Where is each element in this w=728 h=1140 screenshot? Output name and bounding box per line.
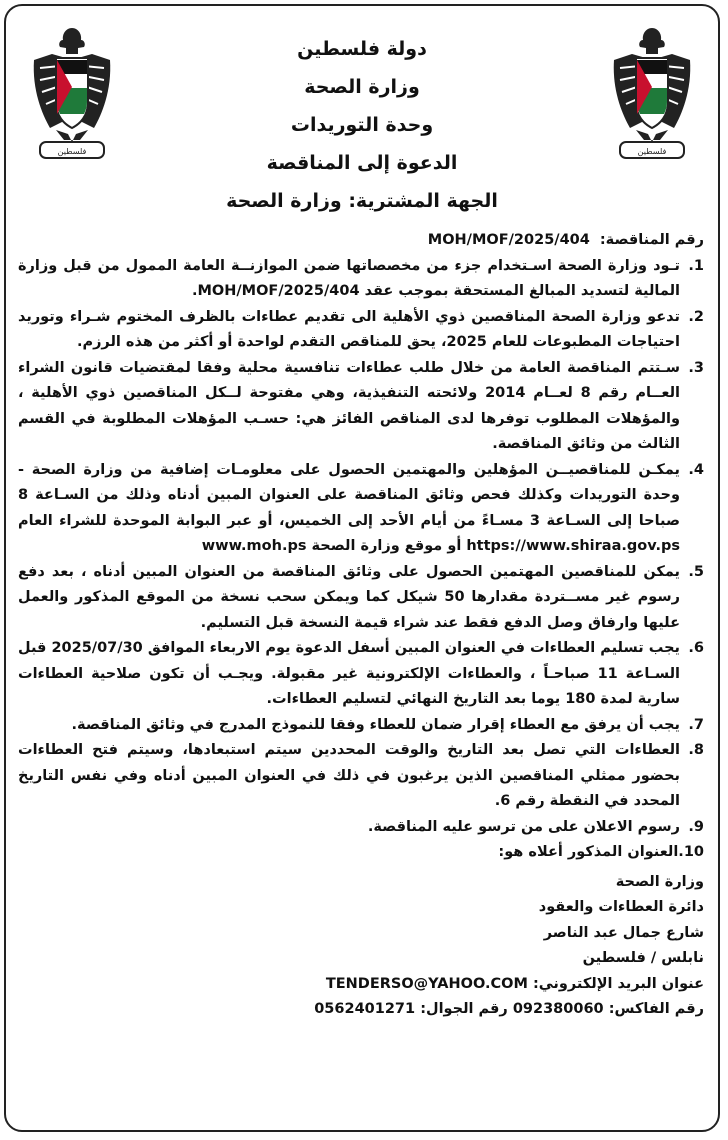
email-value: TENDERSO@YAHOO.COM	[325, 975, 528, 992]
item-text: يمكـن للمناقصيــن المؤهلين والمهتمين الحصول على معلومـات إضافية من وزارة الصحة - وحدة التوريدات وكذلك فحص وثائق المناقصة على العنوان المبين أدناه وذلك من السـاعة 8 صباحا إلى السـاعة 3 مسـاءً من أيام الأحد إلى الخميس، أو عبر البوابة الموحدة للشراء العام https://www.shiraa.gov.ps أو موقع وزارة الصحة www.moh.ps	[18, 461, 680, 554]
item-number: 3.	[688, 359, 704, 376]
state-name: دولة فلسطين	[297, 38, 427, 60]
tender-number: MOH/MOF/2025/404	[427, 232, 590, 248]
item-number: 2.	[688, 308, 704, 325]
fax-value: 092380060	[512, 1001, 604, 1017]
mobile-label: رقم الجوال:	[420, 1001, 508, 1017]
tender-notice	[4, 4, 720, 1132]
item-number: 7.	[688, 716, 704, 733]
notice-body	[18, 228, 704, 1023]
address-street: شارع جمال عبد الناصر	[543, 924, 704, 941]
item-number: 8.	[688, 742, 704, 758]
item-text: العنوان المذكور أعلاه هو:	[498, 844, 679, 860]
phone-line	[18, 997, 704, 1023]
item-text: العطاءات التي تصل بعد التاريخ والوقت المحددين سيتم استبعادها، وسيتم فتح العطاءات بحضور ممثلي المناقصين الذين يرغبون في ذلك في العنوان المبين أدناه وفي نفس التاريخ المحدد في النقطة رقم 6.	[18, 742, 680, 809]
unit-name: وحدة التوريدات	[290, 114, 434, 136]
palestine-eagle-emblem-left	[26, 24, 118, 164]
list-item	[18, 254, 704, 305]
list-item	[18, 356, 704, 458]
tender-number-label: رقم المناقصة:	[599, 232, 704, 248]
palestine-eagle-emblem-right	[606, 24, 698, 164]
list-item	[18, 815, 704, 841]
email-label: عنوان البريد الإلكتروني:	[532, 975, 704, 992]
item-text: رسوم الاعلان على من ترسو عليه المناقصة.	[367, 818, 680, 835]
address-block	[18, 870, 704, 1023]
list-item	[18, 560, 704, 637]
address-department: دائرة العطاءات والعقود	[538, 899, 704, 915]
list-item	[18, 458, 704, 560]
email-line	[18, 972, 704, 998]
notice-title: الدعوة إلى المناقصة	[266, 152, 458, 174]
purchaser-line: الجهة المشترية: وزارة الصحة	[226, 190, 498, 212]
address-city: نابلس / فلسطين	[582, 950, 704, 966]
item-text: سـتتم المناقصة العامة من خلال طلب عطاءات تنافسية محلية وفقا لمقتضيات قانون الشراء العــام رقم 8 لعــام 2014 ولائحته التنفيذية، وهي مفتوحة لــكل المناقصين ذوي الأهلية ، والمؤهلات المطلوب توفرها لدى المناقص الفائز هي: حسـب المؤهلات المطلوبة في القسم الثالث من وثائق المناقصة.	[18, 359, 680, 452]
tender-number-line	[18, 228, 704, 254]
emblem-caption: فلسطين	[57, 147, 87, 156]
item-text: يمكن للمناقصين المهتمين الحصول على وثائق المناقصة من العنوان المبين أدناه ، بعد دفع رسوم غير مســتردة مقدارها 50 شيكل كما ويمكن سحب نسخة من الموقع المذكور والعمل عليها وارفاق وصل الدفع فقط عند شراء قيمة النسخة قبل التسليم.	[18, 563, 680, 631]
fax-label: رقم الفاكس:	[608, 1001, 704, 1017]
item-number: 10.	[678, 844, 704, 860]
list-item	[18, 636, 704, 713]
notice-header	[126, 30, 598, 220]
emblem-caption: فلسطين	[637, 147, 667, 156]
item-text: تـود وزارة الصحة اسـتخدام جزء من مخصصاتها ضمن الموازنــة العامة الممول من قبل وزارة المالية لتسديد المبالغ المستحقة بموجب عقد MOH/MOF/2025/404.	[18, 257, 680, 299]
item-number: 4.	[688, 461, 704, 478]
ministry-name: وزارة الصحة	[304, 76, 420, 98]
item-number: 5.	[688, 563, 704, 580]
list-item	[18, 840, 704, 866]
mobile-value: 0562401271	[314, 1001, 416, 1017]
item-number: 6.	[688, 640, 704, 656]
item-number: 1.	[688, 257, 704, 274]
item-number: 9.	[688, 818, 704, 835]
list-item	[18, 305, 704, 356]
address-ministry: وزارة الصحة	[615, 873, 704, 890]
list-item	[18, 738, 704, 815]
item-text: يجب أن يرفق مع العطاء إقرار ضمان للعطاء وفقا للنموذج المدرج في وثائق المناقصة.	[71, 716, 680, 733]
list-item	[18, 713, 704, 739]
item-text: يجب تسليم العطاءات في العنوان المبين أسفل الدعوة يوم الاربعاء الموافق 2025/07/30 قبل السـاعة 11 صباحـاً ، والعطاءات الإلكترونية غير مقبولة. ويجـب أن تكون صلاحية العطاءات سارية لمدة 180 يوما بعد التاريخ النهائي لتسليم العطاءات.	[18, 640, 680, 707]
item-text: تدعو وزارة الصحة المناقصين ذوي الأهلية الى تقديم عطاءات بالظرف المختوم شـراء وتوريد احتياجات المطبوعات للعام 2025، يحق للمناقص التقدم لواحدة أو أكثر من هذه الرزم.	[18, 308, 680, 350]
